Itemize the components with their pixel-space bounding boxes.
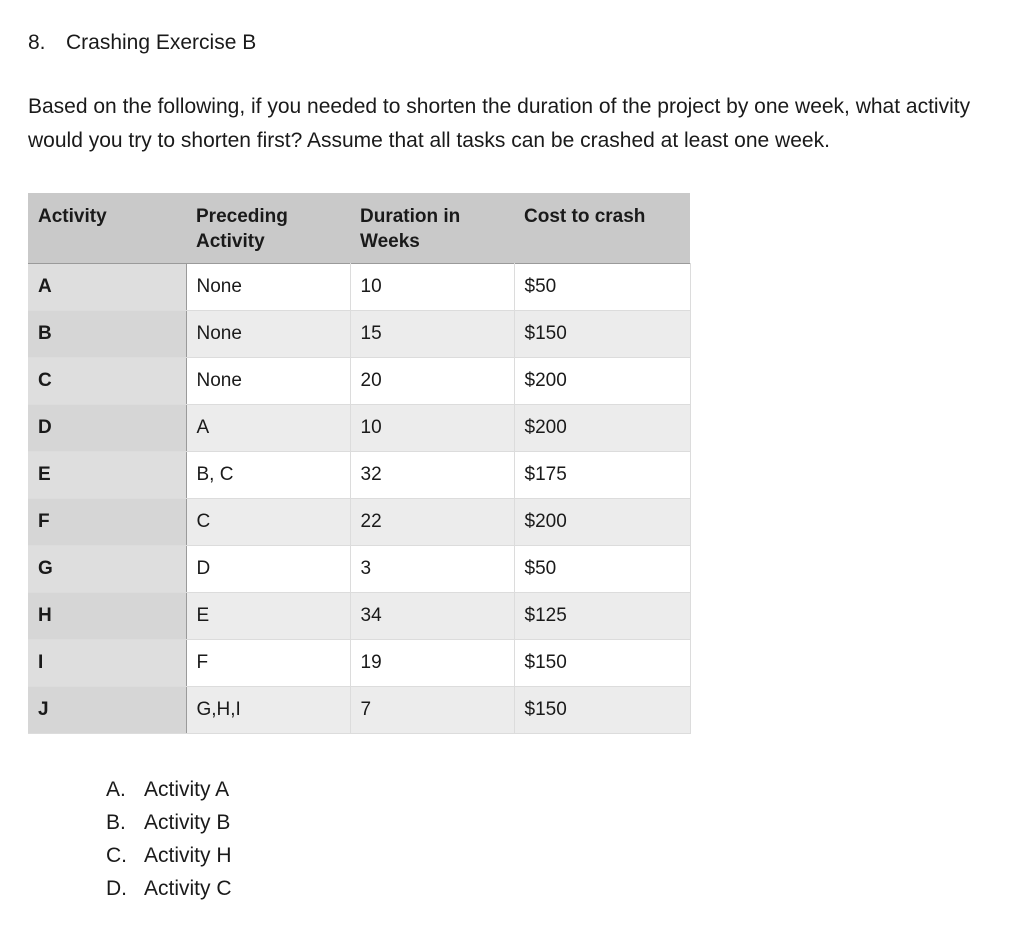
- table-row: [28, 451, 690, 498]
- option-letter: D.: [106, 877, 127, 900]
- question-prompt: Based on the following, if you needed to shorten the duration of the project by one week, what activity would you try to shorten first? Assume that all tasks can be crashed at least one week.: [28, 95, 971, 152]
- cell-duration: 19: [350, 639, 514, 686]
- cell-preceding: F: [186, 639, 350, 686]
- cell-duration: 15: [350, 310, 514, 357]
- option-text: Activity A: [144, 778, 230, 801]
- cell-cost: $200: [514, 357, 690, 404]
- cell-activity: B: [28, 310, 186, 357]
- table-row: [28, 545, 690, 592]
- option-text: Activity C: [144, 877, 232, 900]
- header-cost-to-crash: Cost to crash: [514, 193, 690, 263]
- header-preceding-activity: Preceding Activity: [186, 193, 350, 263]
- answer-options: [106, 773, 232, 905]
- cell-preceding: None: [186, 263, 350, 310]
- cell-duration: 7: [350, 686, 514, 733]
- question-title: Crashing Exercise B: [66, 31, 257, 54]
- cell-cost: $125: [514, 592, 690, 639]
- answer-option-c[interactable]: [106, 839, 232, 872]
- cell-cost: $150: [514, 310, 690, 357]
- cell-preceding: B, C: [186, 451, 350, 498]
- crashing-table: [28, 193, 691, 734]
- table-row: [28, 263, 690, 310]
- question-number: 8.: [28, 31, 46, 54]
- cell-cost: $50: [514, 545, 690, 592]
- answer-option-a[interactable]: [106, 773, 232, 806]
- cell-preceding: None: [186, 357, 350, 404]
- option-letter: A.: [106, 778, 126, 801]
- cell-activity: C: [28, 357, 186, 404]
- table-row: [28, 639, 690, 686]
- cell-duration: 20: [350, 357, 514, 404]
- table-row: [28, 404, 690, 451]
- cell-duration: 3: [350, 545, 514, 592]
- table-row: [28, 498, 690, 545]
- option-letter: C.: [106, 844, 127, 867]
- cell-preceding: A: [186, 404, 350, 451]
- option-letter: B.: [106, 811, 126, 834]
- cell-preceding: C: [186, 498, 350, 545]
- cell-activity: I: [28, 639, 186, 686]
- cell-duration: 34: [350, 592, 514, 639]
- cell-activity: A: [28, 263, 186, 310]
- table-header-row: [28, 193, 690, 263]
- cell-activity: D: [28, 404, 186, 451]
- cell-duration: 10: [350, 404, 514, 451]
- cell-activity: F: [28, 498, 186, 545]
- table-row: [28, 592, 690, 639]
- answer-option-b[interactable]: [106, 806, 232, 839]
- cell-cost: $150: [514, 639, 690, 686]
- cell-activity: G: [28, 545, 186, 592]
- cell-duration: 32: [350, 451, 514, 498]
- cell-cost: $200: [514, 498, 690, 545]
- header-duration: Duration in Weeks: [350, 193, 514, 263]
- cell-preceding: G,H,I: [186, 686, 350, 733]
- cell-preceding: D: [186, 545, 350, 592]
- answer-option-d[interactable]: [106, 872, 232, 905]
- cell-activity: J: [28, 686, 186, 733]
- header-activity: Activity: [28, 193, 186, 263]
- cell-activity: H: [28, 592, 186, 639]
- cell-cost: $150: [514, 686, 690, 733]
- cell-activity: E: [28, 451, 186, 498]
- table-row: [28, 357, 690, 404]
- cell-preceding: None: [186, 310, 350, 357]
- option-text: Activity H: [144, 844, 232, 867]
- table-row: [28, 686, 690, 733]
- table-row: [28, 310, 690, 357]
- cell-duration: 10: [350, 263, 514, 310]
- question-heading: [28, 30, 256, 56]
- cell-cost: $175: [514, 451, 690, 498]
- cell-cost: $50: [514, 263, 690, 310]
- cell-duration: 22: [350, 498, 514, 545]
- cell-preceding: E: [186, 592, 350, 639]
- cell-cost: $200: [514, 404, 690, 451]
- option-text: Activity B: [144, 811, 231, 834]
